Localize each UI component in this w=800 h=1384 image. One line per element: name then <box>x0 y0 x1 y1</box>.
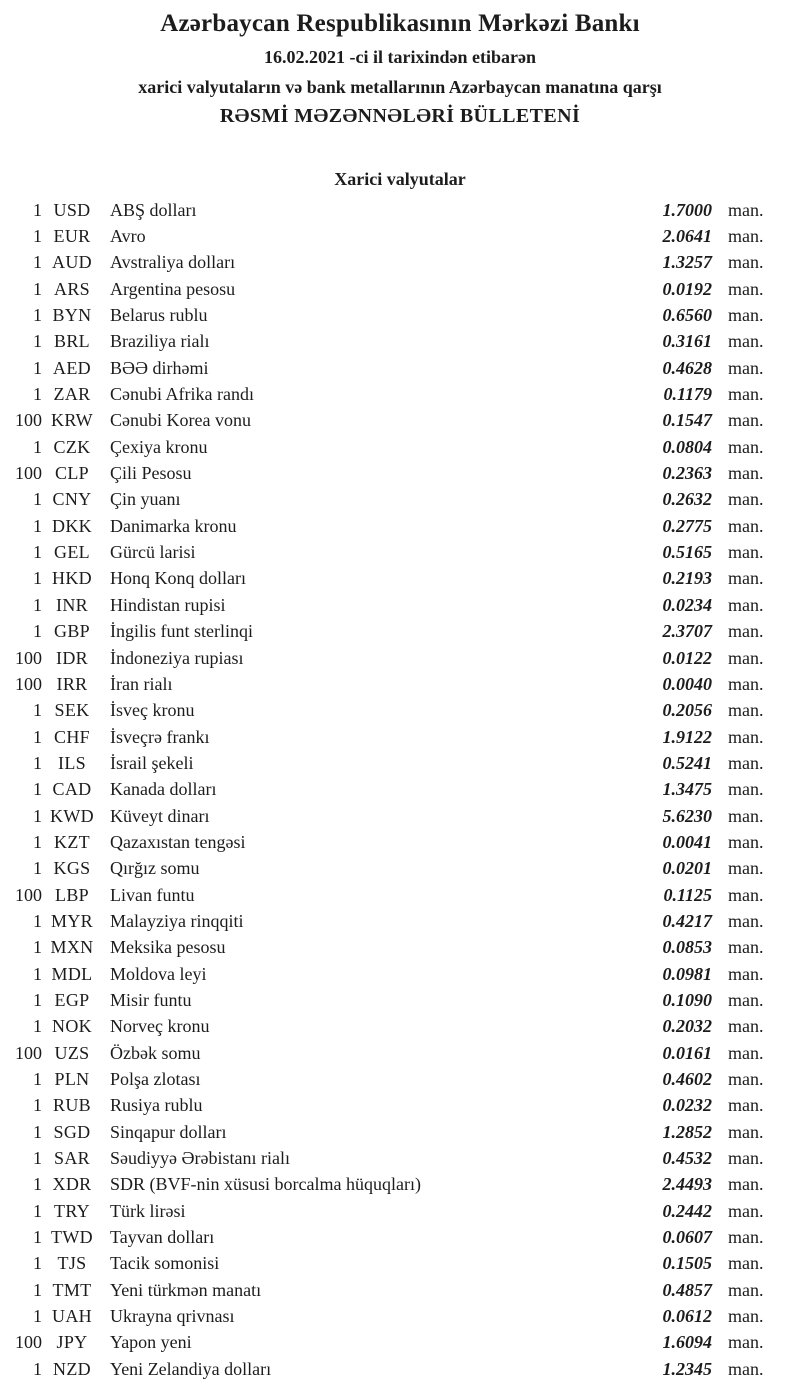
table-row <box>0 750 800 776</box>
quantity-cell: 1 <box>33 1227 42 1248</box>
currency-code-cell: KZT <box>54 831 90 852</box>
table-row <box>0 513 800 539</box>
currency-name-cell: Meksika pesosu <box>110 937 226 958</box>
subject-line: xarici valyutaların və bank metallarının Azərbaycan manatına qarşı <box>138 77 662 97</box>
rate-cell: 1.2852 <box>662 1121 712 1142</box>
currency-name-cell: Çexiya kronu <box>110 436 208 457</box>
currency-name-cell: Cənubi Korea vonu <box>110 410 251 431</box>
rate-cell: 1.3475 <box>662 779 712 800</box>
currency-name-cell: Tacik somonisi <box>110 1253 220 1274</box>
currency-name-cell: Braziliya rialı <box>110 331 210 352</box>
quantity-cell: 100 <box>15 884 42 905</box>
currency-code-cell: CHF <box>54 726 90 747</box>
table-row <box>0 381 800 407</box>
currency-name-cell: Danimarka kronu <box>110 515 237 536</box>
currency-code-cell: CNY <box>52 489 92 510</box>
table-row <box>0 276 800 302</box>
currency-name-cell: Özbək somu <box>110 1042 201 1063</box>
rate-cell: 5.6230 <box>662 805 712 826</box>
quantity-cell: 1 <box>33 1121 42 1142</box>
currency-code-cell: LBP <box>55 884 89 905</box>
currency-code-cell: KWD <box>50 805 94 826</box>
rate-cell: 0.2056 <box>662 700 712 721</box>
rate-cell: 0.1090 <box>662 989 712 1010</box>
table-row <box>0 460 800 486</box>
unit-cell: man. <box>728 331 764 352</box>
rate-cell: 0.4532 <box>662 1148 712 1169</box>
unit-cell: man. <box>728 831 764 852</box>
table-row <box>0 619 800 645</box>
currency-name-cell: Qazaxıstan tengəsi <box>110 831 246 852</box>
unit-cell: man. <box>728 1121 764 1142</box>
currency-code-cell: CZK <box>53 436 91 457</box>
rate-cell: 0.0192 <box>662 278 712 299</box>
rate-cell: 0.3161 <box>662 331 712 352</box>
rate-cell: 2.3707 <box>662 621 712 642</box>
currency-name-cell: Çili Pesosu <box>110 463 192 484</box>
currency-code-cell: GBP <box>54 621 90 642</box>
currency-code-cell: MXN <box>50 937 94 958</box>
unit-cell: man. <box>728 436 764 457</box>
currency-name-cell: Yeni türkmən manatı <box>110 1279 262 1300</box>
currency-name-cell: Yeni Zelandiya dolları <box>110 1358 272 1379</box>
currency-name-cell: İsveç kronu <box>110 700 195 721</box>
rate-cell: 0.4602 <box>662 1069 712 1090</box>
currency-name-cell: BƏƏ dirhəmi <box>110 357 209 378</box>
quantity-cell: 100 <box>15 410 42 431</box>
unit-cell: man. <box>728 278 764 299</box>
table-row <box>0 1172 800 1198</box>
currency-name-cell: Avstraliya dolları <box>110 252 236 273</box>
currency-name-cell: İngilis funt sterlinqi <box>110 621 253 642</box>
quantity-cell: 1 <box>33 621 42 642</box>
currency-name-cell: Çin yuanı <box>110 489 181 510</box>
bulletin-title: RƏSMİ MƏZƏNNƏLƏRİ BÜLLETENİ <box>219 105 581 127</box>
currency-code-cell: AUD <box>52 252 92 273</box>
currency-code-cell: TMT <box>52 1279 92 1300</box>
rate-cell: 0.1547 <box>662 410 712 431</box>
rate-cell: 0.0232 <box>662 1095 712 1116</box>
currency-name-cell: İsveçrə frankı <box>110 726 210 747</box>
table-row <box>0 1014 800 1040</box>
currency-name-cell: Argentina pesosu <box>110 278 236 299</box>
table-row <box>0 1040 800 1066</box>
currency-name-cell: İndoneziya rupiası <box>110 647 244 668</box>
unit-cell: man. <box>728 989 764 1010</box>
table-row <box>0 1303 800 1329</box>
rate-cell: 0.2363 <box>662 463 712 484</box>
section-title-foreign-currencies: Xarici valyutalar <box>334 169 466 189</box>
unit-cell: man. <box>728 963 764 984</box>
quantity-cell: 1 <box>33 831 42 852</box>
rate-cell: 1.2345 <box>662 1358 712 1379</box>
currency-code-cell: NZD <box>53 1358 91 1379</box>
table-row <box>0 1356 800 1382</box>
currency-code-cell: XDR <box>52 1174 92 1195</box>
rate-cell: 0.1505 <box>662 1253 712 1274</box>
table-row <box>0 645 800 671</box>
rate-cell: 0.0201 <box>662 858 712 879</box>
quantity-cell: 1 <box>33 568 42 589</box>
currency-name-cell: Moldova leyi <box>110 963 207 984</box>
unit-cell: man. <box>728 1200 764 1221</box>
unit-cell: man. <box>728 226 764 247</box>
quantity-cell: 100 <box>15 1332 42 1353</box>
unit-cell: man. <box>728 463 764 484</box>
currency-code-cell: MYR <box>51 910 93 931</box>
rate-cell: 0.0612 <box>662 1306 712 1327</box>
bulletin-header <box>0 0 800 128</box>
currency-code-cell: SEK <box>54 700 90 721</box>
table-row <box>0 223 800 249</box>
quantity-cell: 1 <box>33 726 42 747</box>
unit-cell: man. <box>728 1148 764 1169</box>
currency-name-cell: Misir funtu <box>110 989 192 1010</box>
rate-cell: 0.0161 <box>662 1042 712 1063</box>
currency-code-cell: IDR <box>56 647 88 668</box>
rate-cell: 0.0607 <box>662 1227 712 1248</box>
table-row <box>0 671 800 697</box>
quantity-cell: 1 <box>33 779 42 800</box>
table-row <box>0 1066 800 1092</box>
table-row <box>0 856 800 882</box>
unit-cell: man. <box>728 726 764 747</box>
quantity-cell: 1 <box>33 700 42 721</box>
unit-cell: man. <box>728 357 764 378</box>
quantity-cell: 1 <box>33 1358 42 1379</box>
currency-name-cell: Hindistan rupisi <box>110 594 226 615</box>
quantity-cell: 1 <box>33 489 42 510</box>
quantity-cell: 100 <box>15 673 42 694</box>
currency-name-cell: Sinqapur dolları <box>110 1121 227 1142</box>
table-row <box>0 1224 800 1250</box>
unit-cell: man. <box>728 1016 764 1037</box>
table-row <box>0 250 800 276</box>
unit-cell: man. <box>728 937 764 958</box>
quantity-cell: 1 <box>33 1148 42 1169</box>
rate-cell: 2.4493 <box>662 1174 712 1195</box>
quantity-cell: 1 <box>33 305 42 326</box>
quantity-cell: 1 <box>33 515 42 536</box>
quantity-cell: 1 <box>33 805 42 826</box>
currency-code-cell: MDL <box>51 963 93 984</box>
rate-cell: 0.0804 <box>662 436 712 457</box>
currency-code-cell: DKK <box>52 515 92 536</box>
table-row <box>0 355 800 381</box>
rate-cell: 0.0981 <box>662 963 712 984</box>
currency-name-cell: Tayvan dolları <box>110 1227 215 1248</box>
unit-cell: man. <box>728 673 764 694</box>
currency-code-cell: RUB <box>53 1095 91 1116</box>
currency-code-cell: TRY <box>54 1200 90 1221</box>
quantity-cell: 100 <box>15 647 42 668</box>
unit-cell: man. <box>728 858 764 879</box>
currency-name-cell: Avro <box>110 226 146 247</box>
quantity-cell: 1 <box>33 226 42 247</box>
currency-code-cell: ZAR <box>53 384 91 405</box>
unit-cell: man. <box>728 568 764 589</box>
unit-cell: man. <box>728 542 764 563</box>
rate-cell: 0.0853 <box>662 937 712 958</box>
quantity-cell: 1 <box>33 436 42 457</box>
currency-name-cell: Qırğız somu <box>110 858 200 879</box>
currency-code-cell: PLN <box>54 1069 90 1090</box>
currency-name-cell: Polşa zlotası <box>110 1069 201 1090</box>
currency-name-cell: İsrail şekeli <box>110 752 194 773</box>
rates-table <box>0 197 800 1382</box>
quantity-cell: 1 <box>33 1016 42 1037</box>
unit-cell: man. <box>728 621 764 642</box>
rate-cell: 0.4628 <box>662 357 712 378</box>
rate-cell: 0.2632 <box>662 489 712 510</box>
rate-cell: 0.0122 <box>662 647 712 668</box>
unit-cell: man. <box>728 252 764 273</box>
currency-name-cell: Norveç kronu <box>110 1016 210 1037</box>
rate-cell: 1.7000 <box>662 199 712 220</box>
currency-name-cell: Honq Konq dolları <box>110 568 246 589</box>
currency-code-cell: IRR <box>56 673 88 694</box>
table-row <box>0 539 800 565</box>
currency-code-cell: ARS <box>54 278 90 299</box>
unit-cell: man. <box>728 1095 764 1116</box>
table-row <box>0 935 800 961</box>
table-row <box>0 829 800 855</box>
currency-name-cell: Rusiya rublu <box>110 1095 203 1116</box>
quantity-cell: 1 <box>33 252 42 273</box>
unit-cell: man. <box>728 1332 764 1353</box>
currency-name-cell: Küveyt dinarı <box>110 805 210 826</box>
quantity-cell: 1 <box>33 1279 42 1300</box>
table-row <box>0 434 800 460</box>
unit-cell: man. <box>728 199 764 220</box>
table-row <box>0 1145 800 1171</box>
table-row <box>0 197 800 223</box>
currency-code-cell: JPY <box>56 1332 88 1353</box>
currency-code-cell: GEL <box>54 542 90 563</box>
unit-cell: man. <box>728 910 764 931</box>
currency-code-cell: AED <box>53 357 91 378</box>
rate-cell: 0.1125 <box>663 884 712 905</box>
rate-cell: 0.0234 <box>662 594 712 615</box>
unit-cell: man. <box>728 515 764 536</box>
currency-name-cell: Livan funtu <box>110 884 195 905</box>
unit-cell: man. <box>728 1358 764 1379</box>
rate-cell: 0.2193 <box>662 568 712 589</box>
unit-cell: man. <box>728 1227 764 1248</box>
currency-code-cell: NOK <box>52 1016 92 1037</box>
quantity-cell: 1 <box>33 331 42 352</box>
quantity-cell: 1 <box>33 199 42 220</box>
currency-name-cell: Ukrayna qrivnası <box>110 1306 235 1327</box>
unit-cell: man. <box>728 805 764 826</box>
quantity-cell: 1 <box>33 357 42 378</box>
table-row <box>0 724 800 750</box>
currency-name-cell: Malayziya rinqqiti <box>110 910 244 931</box>
quantity-cell: 1 <box>33 1253 42 1274</box>
currency-code-cell: SAR <box>54 1148 90 1169</box>
currency-code-cell: HKD <box>52 568 92 589</box>
quantity-cell: 1 <box>33 1200 42 1221</box>
table-row <box>0 329 800 355</box>
unit-cell: man. <box>728 779 764 800</box>
currency-name-cell: SDR (BVF-nin xüsusi borcalma hüquqları) <box>110 1174 421 1195</box>
currency-code-cell: CAD <box>52 779 92 800</box>
table-row <box>0 1330 800 1356</box>
quantity-cell: 1 <box>33 1095 42 1116</box>
quantity-cell: 1 <box>33 858 42 879</box>
quantity-cell: 1 <box>33 963 42 984</box>
table-row <box>0 908 800 934</box>
currency-name-cell: Yapon yeni <box>110 1332 192 1353</box>
table-row <box>0 1277 800 1303</box>
currency-code-cell: EUR <box>53 226 91 247</box>
unit-cell: man. <box>728 1306 764 1327</box>
quantity-cell: 1 <box>33 384 42 405</box>
currency-name-cell: Səudiyyə Ərəbistanı rialı <box>110 1148 290 1169</box>
currency-code-cell: USD <box>53 199 91 220</box>
rate-cell: 0.5165 <box>662 542 712 563</box>
rate-cell: 0.0040 <box>662 673 712 694</box>
table-row <box>0 1251 800 1277</box>
table-row <box>0 803 800 829</box>
currency-name-cell: Belarus rublu <box>110 305 208 326</box>
unit-cell: man. <box>728 1279 764 1300</box>
table-row <box>0 1198 800 1224</box>
table-row <box>0 1093 800 1119</box>
table-row <box>0 961 800 987</box>
unit-cell: man. <box>728 489 764 510</box>
unit-cell: man. <box>728 1069 764 1090</box>
quantity-cell: 1 <box>33 542 42 563</box>
table-row <box>0 777 800 803</box>
currency-code-cell: KRW <box>51 410 93 431</box>
currency-code-cell: KGS <box>53 858 91 879</box>
unit-cell: man. <box>728 410 764 431</box>
rate-cell: 0.2775 <box>662 515 712 536</box>
currency-code-cell: INR <box>56 594 88 615</box>
currency-name-cell: Cənubi Afrika randı <box>110 384 254 405</box>
table-row <box>0 1119 800 1145</box>
currency-code-cell: UAH <box>52 1306 92 1327</box>
quantity-cell: 100 <box>15 1042 42 1063</box>
table-row <box>0 487 800 513</box>
currency-code-cell: SGD <box>53 1121 91 1142</box>
currency-code-cell: BYN <box>52 305 92 326</box>
table-row <box>0 882 800 908</box>
unit-cell: man. <box>728 384 764 405</box>
quantity-cell: 1 <box>33 594 42 615</box>
quantity-cell: 1 <box>33 752 42 773</box>
currency-name-cell: ABŞ dolları <box>110 199 197 220</box>
unit-cell: man. <box>728 1253 764 1274</box>
quantity-cell: 1 <box>33 937 42 958</box>
rate-cell: 0.2032 <box>662 1016 712 1037</box>
table-row <box>0 302 800 328</box>
rate-cell: 1.9122 <box>662 726 712 747</box>
currency-code-cell: TJS <box>57 1253 87 1274</box>
quantity-cell: 1 <box>33 1069 42 1090</box>
rate-cell: 0.5241 <box>662 752 712 773</box>
quantity-cell: 1 <box>33 989 42 1010</box>
table-row <box>0 698 800 724</box>
rate-cell: 2.0641 <box>662 226 712 247</box>
rate-cell: 0.1179 <box>663 384 712 405</box>
currency-code-cell: ILS <box>58 752 86 773</box>
quantity-cell: 1 <box>33 278 42 299</box>
table-row <box>0 592 800 618</box>
currency-name-cell: Kanada dolları <box>110 779 217 800</box>
quantity-cell: 1 <box>33 1174 42 1195</box>
currency-code-cell: EGP <box>54 989 90 1010</box>
quantity-cell: 100 <box>15 463 42 484</box>
table-row <box>0 987 800 1013</box>
rate-cell: 0.0041 <box>662 831 712 852</box>
table-row <box>0 566 800 592</box>
unit-cell: man. <box>728 647 764 668</box>
currency-name-cell: Gürcü larisi <box>110 542 196 563</box>
unit-cell: man. <box>728 700 764 721</box>
currency-code-cell: UZS <box>54 1042 90 1063</box>
unit-cell: man. <box>728 884 764 905</box>
bank-name-title: Azərbaycan Respublikasının Mərkəzi Bankı <box>160 10 640 37</box>
table-row <box>0 408 800 434</box>
unit-cell: man. <box>728 594 764 615</box>
rate-cell: 0.2442 <box>662 1200 712 1221</box>
currency-name-cell: İran rialı <box>110 673 173 694</box>
unit-cell: man. <box>728 1042 764 1063</box>
effective-date-line: 16.02.2021 -ci il tarixindən etibarən <box>264 47 536 67</box>
rate-cell: 0.6560 <box>662 305 712 326</box>
quantity-cell: 1 <box>33 910 42 931</box>
unit-cell: man. <box>728 305 764 326</box>
unit-cell: man. <box>728 1174 764 1195</box>
rate-cell: 0.4217 <box>662 910 712 931</box>
currency-code-cell: BRL <box>54 331 90 352</box>
currency-code-cell: CLP <box>55 463 89 484</box>
quantity-cell: 1 <box>33 1306 42 1327</box>
currency-code-cell: TWD <box>51 1227 93 1248</box>
rate-cell: 1.6094 <box>662 1332 712 1353</box>
rate-cell: 1.3257 <box>662 252 712 273</box>
currency-name-cell: Türk lirəsi <box>110 1200 186 1221</box>
rate-cell: 0.4857 <box>662 1279 712 1300</box>
unit-cell: man. <box>728 752 764 773</box>
